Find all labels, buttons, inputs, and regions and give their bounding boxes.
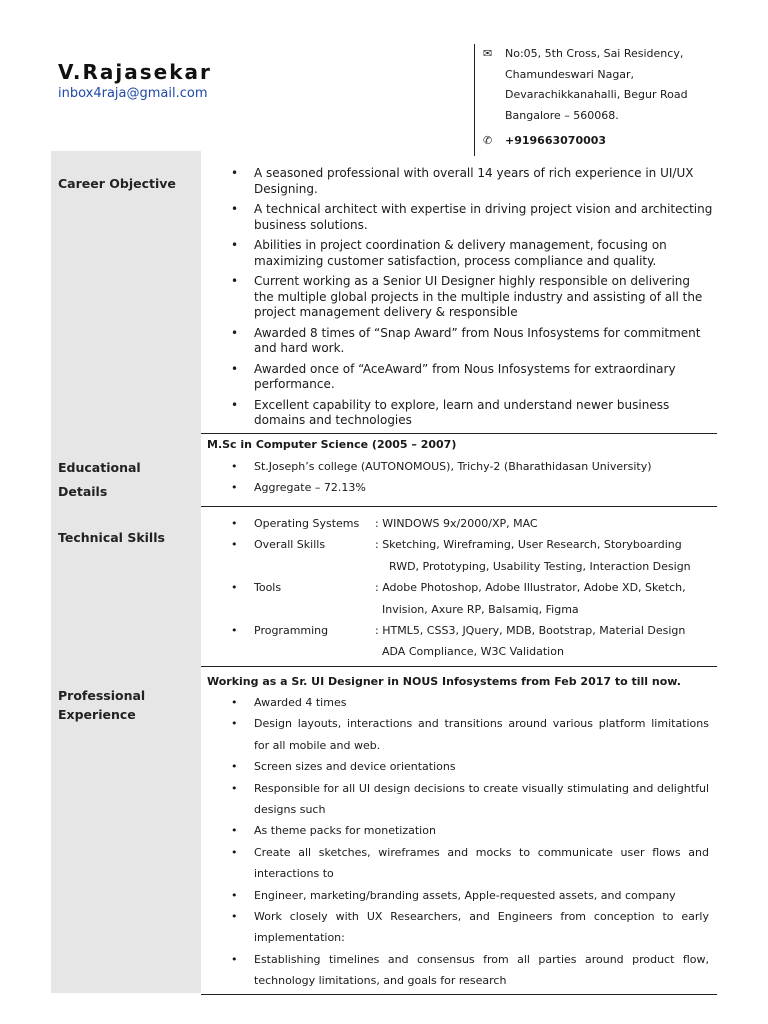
job-heading: Working as a Sr. UI Designer in NOUS Infosystems from Feb 2017 to till now.	[207, 675, 681, 688]
skill-value: : Adobe Photoshop, Adobe Illustrator, Adobe XD, Sketch,	[375, 581, 686, 595]
list-item: • Abilities in project coordination & delivery management, focusing on maximizing customer satisfaction, process compliance and quality.	[207, 238, 713, 269]
label-experience: Experience	[58, 707, 136, 722]
list-item: • A seasoned professional with overall 14 years of rich experience in UI/UX Designing.	[207, 166, 713, 197]
list-item: • Work closely with UX Researchers, and Engineers from conception to early implementation:	[207, 906, 713, 949]
contact-block	[474, 44, 735, 156]
list-item: • Excellent capability to explore, learn and understand newer business domains and technologies	[207, 398, 713, 429]
skill-value: RWD, Prototyping, Usability Testing, Interaction Design	[389, 559, 691, 573]
section-divider	[201, 666, 717, 667]
list-item: • Awarded once of “AceAward” from Nous Infosystems for extraordinary performance.	[207, 362, 713, 393]
skill-key: Programming	[254, 624, 329, 638]
career-objective-section	[207, 166, 713, 434]
section-sidebar	[51, 151, 201, 993]
section-divider	[201, 506, 717, 507]
skill-row: • Tools : Adobe Photoshop, Adobe Illustrator, Adobe XD, Sketch,	[207, 577, 713, 598]
list-item: • Awarded 8 times of “Snap Award” from Nous Infosystems for commitment and hard work.	[207, 326, 713, 357]
skill-key: Overall Skills	[254, 538, 326, 552]
list-item: • Create all sketches, wireframes and mocks to communicate user flows and interactions to	[207, 842, 713, 885]
skill-row	[207, 641, 713, 662]
skill-value: Invision, Axure RP, Balsamiq, Figma	[382, 602, 579, 616]
skill-row	[207, 556, 713, 577]
email-address[interactable]: inbox4raja@gmail.com	[58, 86, 208, 101]
envelope-icon: ✉	[483, 47, 493, 60]
list-item: • Screen sizes and device orientations	[207, 756, 713, 777]
skill-value: : WINDOWS 9x/2000/XP, MAC	[375, 517, 538, 530]
skill-value: : HTML5, CSS3, JQuery, MDB, Bootstrap, Material Design	[375, 624, 686, 638]
skill-row: • Operating Systems : WINDOWS 9x/2000/XP, MAC	[207, 513, 713, 534]
skill-key: Operating Systems	[254, 517, 360, 530]
education-section	[207, 438, 713, 498]
label-professional: Professional	[58, 688, 146, 703]
degree-heading: M.Sc in Computer Science (2005 – 2007)	[207, 438, 457, 451]
label-career-objective: Career Objective	[58, 176, 176, 191]
professional-experience-section	[207, 675, 713, 992]
list-item: • A technical architect with expertise in driving project vision and architecting business solutions.	[207, 202, 713, 233]
address-line: Devarachikkanahalli, Begur Road	[505, 88, 688, 101]
address-line: No:05, 5th Cross, Sai Residency,	[505, 47, 684, 60]
label-educational: Educational	[58, 460, 141, 475]
skill-row: • Programming : HTML5, CSS3, JQuery, MDB, Bootstrap, Material Design	[207, 620, 713, 641]
phone-number: +919663070003	[505, 134, 607, 147]
skill-value: : Sketching, Wireframing, User Research, Storyboarding	[375, 538, 682, 552]
skill-row: • Overall Skills : Sketching, Wireframing, User Research, Storyboarding	[207, 534, 713, 555]
address-line: Bangalore – 560068.	[505, 108, 619, 122]
list-item: • Design layouts, interactions and transitions around various platform limitations for all mobile and web.	[207, 713, 713, 756]
list-item: • As theme packs for monetization	[207, 820, 713, 841]
list-item: • St.Joseph’s college (AUTONOMOUS), Trichy-2 (Bharathidasan University)	[207, 456, 713, 477]
list-item: • Engineer, marketing/branding assets, Apple-requested assets, and company	[207, 885, 713, 906]
skill-key: Tools	[254, 581, 282, 595]
label-details: Details	[58, 484, 108, 499]
skill-row	[207, 599, 713, 620]
candidate-name: V.Rajasekar	[58, 60, 212, 84]
label-technical-skills: Technical Skills	[58, 530, 165, 545]
section-divider	[201, 994, 717, 995]
list-item: • Awarded 4 times	[207, 692, 713, 713]
list-item: • Aggregate – 72.13%	[207, 477, 713, 498]
list-item: • Establishing timelines and consensus from all parties around product flow, technology limitations, and goals for research	[207, 949, 713, 992]
list-item: • Current working as a Senior UI Designer highly responsible on delivering the multiple global projects in the multiple industry and assisting of all the project management delivery & responsible	[207, 274, 713, 321]
skill-value: ADA Compliance, W3C Validation	[382, 645, 564, 659]
technical-skills-section	[207, 513, 713, 663]
list-item: • Responsible for all UI design decisions to create visually stimulating and delightful designs such	[207, 778, 713, 821]
phone-icon: ✆	[483, 134, 493, 147]
address-line: Chamundeswari Nagar,	[505, 67, 635, 81]
